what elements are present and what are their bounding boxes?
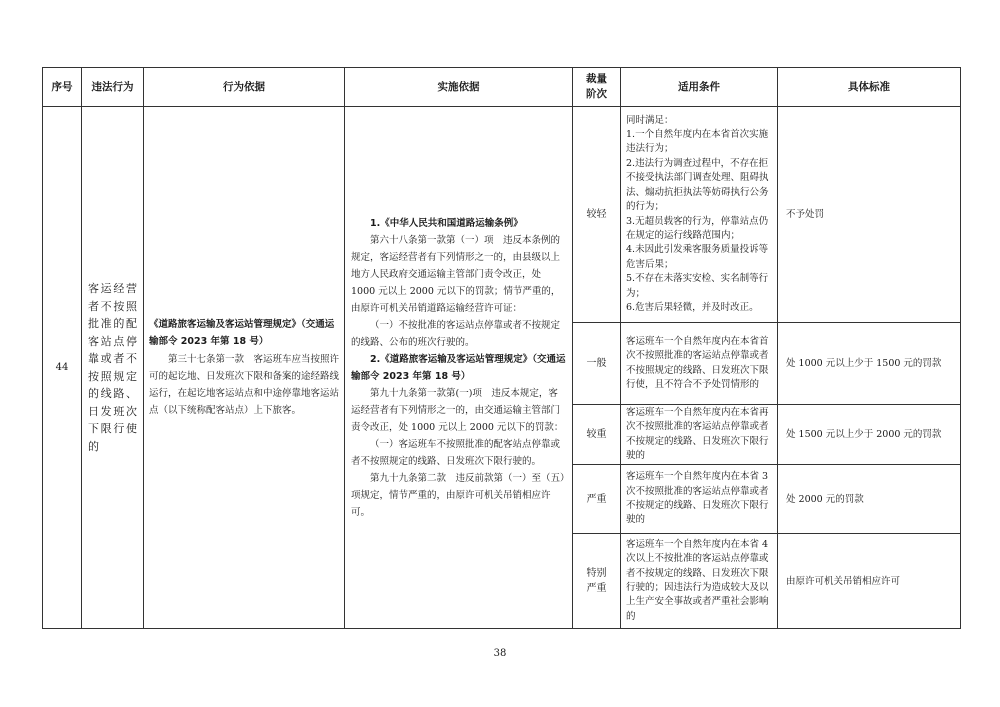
impl-title-2: 2.《道路旅客运输及客运站管理规定》（交通运输部令 2023 年第 18 号） (351, 353, 566, 382)
header-basis: 行为依据 (144, 68, 345, 107)
header-implementation: 实施依据 (345, 68, 573, 107)
level-severe: 严重 (573, 465, 621, 534)
standard-severe: 处 2000 元的罚款 (778, 465, 961, 534)
condition-general: 客运班车一个自然年度内在本省首次不按照批准的客运站点停靠或者不按照规定的线路、日发班次下限行使，且不符合不予处罚情形的 (621, 323, 778, 405)
header-condition: 适用条件 (621, 68, 778, 107)
header-seq: 序号 (43, 68, 82, 107)
basis-body: 第三十七条第一款 客运班车应当按照许可的起讫地、日发班次下限和备案的途经路线运行，在起讫地客运站点和中途停靠地客运站点（以下统称配客站点）上下旅客。 (149, 354, 340, 416)
impl-para-1: 第六十八条第一款第（一）项 违反本条例的规定，客运经营者有下列情形之一的，由县级以上地方人民政府交通运输主管部门责令改正，处 1000 元以上 2000 元以下的罚款；情节严重的，由原许可机关吊销道路运输经营许可证： (351, 234, 561, 314)
page-number: 38 (493, 648, 507, 659)
basis-title: 《道路旅客运输及客运站管理规定》（交通运输部令 2023 年第 18 号） (149, 319, 335, 347)
header-level: 裁量阶次 (573, 68, 621, 107)
row-seq: 44 (43, 107, 82, 629)
penalty-standard-table (42, 67, 961, 629)
level-minor: 较轻 (573, 107, 621, 323)
header-row (43, 68, 961, 107)
level-very-severe: 特别严重 (573, 534, 621, 629)
row-basis (144, 107, 345, 629)
impl-para-4: （一）客运班车不按照批准的配客站点停靠或者不按照规定的线路、日发班次下限行驶的。 (351, 438, 561, 467)
impl-para-3: 第九十九条第一款第(一)项 违反本规定，客运经营者有下列情形之一的，由交通运输主管部门责令改正，处 1000 元以上 2000 元以下的罚款： (351, 387, 564, 433)
level-serious: 较重 (573, 405, 621, 465)
impl-para-5: 第九十九条第二款 违反前款第（一）至（五）项规定，情节严重的，由原许可机关吊销相应许可。 (351, 472, 565, 518)
condition-very-severe: 客运班车一个自然年度内在本省 4 次以上不按批准的客运站点停靠或者不按规定的线路、日发班次下限行驶的；因违法行为造成较大及以上生产安全事故或者严重社会影响的 (621, 534, 778, 629)
level-general: 一般 (573, 323, 621, 405)
header-standard: 具体标准 (778, 68, 961, 107)
standard-very-severe: 由原许可机关吊销相应许可 (778, 534, 961, 629)
impl-para-2: （一）不按批准的客运站点停靠或者不按规定的线路、公布的班次行驶的。 (351, 319, 561, 348)
condition-severe: 客运班车一个自然年度内在本省 3 次不按照批准的客运站点停靠或者不按规定的线路、日发班次下限行驶的 (621, 465, 778, 534)
impl-title-1: 1.《中华人民共和国道路运输条例》 (370, 217, 523, 229)
header-violation: 违法行为 (82, 68, 144, 107)
standard-serious: 处 1500 元以上少于 2000 元的罚款 (778, 405, 961, 465)
condition-serious: 客运班车一个自然年度内在本省再次不按照批准的客运站点停靠或者不按规定的线路、日发班次下限行驶的 (621, 405, 778, 465)
standard-general: 处 1000 元以上少于 1500 元的罚款 (778, 323, 961, 405)
row-implementation (345, 107, 573, 629)
row-violation: 客运经营者不按照批准的配客站点停靠或者不按照规定的线路、日发班次下限行使的 (82, 107, 144, 629)
table-row (43, 107, 961, 323)
condition-minor: 同时满足： 1.一个自然年度内在本省首次实施违法行为； 2.违法行为调查过程中，不存在拒不接受执法部门调查处理、阻碍执法、煽动抗拒执法等妨碍执行公务的行为； 3.无超员载客的行为，停靠站点仍在规定的运行线路范围内； 4.未因此引发乘客服务质量投诉等危害后果； 5.不存在未落实安检、实名制等行为； 6.危害后果轻微，并及时改正。 (621, 107, 778, 323)
standard-minor: 不予处罚 (778, 107, 961, 323)
